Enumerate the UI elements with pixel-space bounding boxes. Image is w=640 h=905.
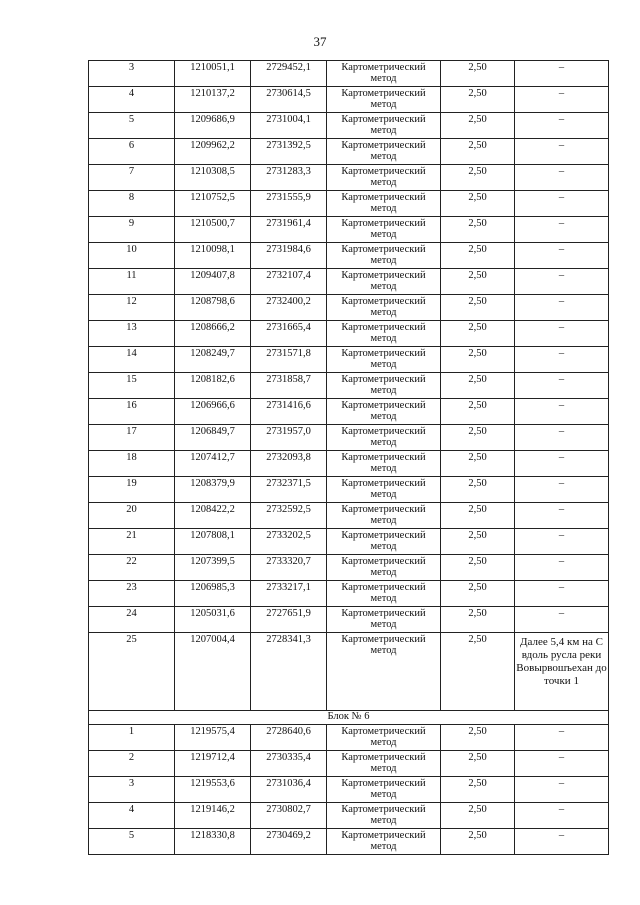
table-row bbox=[89, 113, 609, 139]
point-number-cell: 8 bbox=[89, 191, 175, 217]
error-cell: 2,50 bbox=[441, 373, 515, 399]
method-cell bbox=[327, 555, 441, 581]
error-cell: 2,50 bbox=[441, 751, 515, 777]
error-cell: 2,50 bbox=[441, 555, 515, 581]
method-line: Картометрический bbox=[341, 452, 426, 463]
x-coordinate-cell: 1209407,8 bbox=[175, 269, 251, 295]
method-cell bbox=[327, 87, 441, 113]
method-line: Картометрический bbox=[341, 804, 426, 815]
x-coordinate-cell: 1210137,2 bbox=[175, 87, 251, 113]
error-cell: 2,50 bbox=[441, 217, 515, 243]
table-row bbox=[89, 269, 609, 295]
error-cell: 2,50 bbox=[441, 477, 515, 503]
block-title: Блок № 6 bbox=[89, 711, 609, 725]
point-number-cell: 11 bbox=[89, 269, 175, 295]
description-cell: – bbox=[515, 191, 609, 217]
method-line: метод bbox=[370, 645, 397, 656]
rows-block bbox=[89, 725, 609, 855]
method-line: Картометрический bbox=[341, 218, 426, 229]
y-coordinate-cell: 2732592,5 bbox=[251, 503, 327, 529]
y-coordinate-cell: 2730802,7 bbox=[251, 803, 327, 829]
method-line: метод bbox=[370, 385, 397, 396]
x-coordinate-cell: 1206966,6 bbox=[175, 399, 251, 425]
method-line: метод bbox=[370, 333, 397, 344]
y-coordinate-cell: 2730335,4 bbox=[251, 751, 327, 777]
x-coordinate-cell: 1218330,8 bbox=[175, 829, 251, 855]
method-cell bbox=[327, 139, 441, 165]
table-row bbox=[89, 607, 609, 633]
description-cell: – bbox=[515, 165, 609, 191]
method-line: метод bbox=[370, 789, 397, 800]
x-coordinate-cell: 1209962,2 bbox=[175, 139, 251, 165]
error-cell: 2,50 bbox=[441, 607, 515, 633]
x-coordinate-cell: 1207412,7 bbox=[175, 451, 251, 477]
y-coordinate-cell: 2731004,1 bbox=[251, 113, 327, 139]
error-cell: 2,50 bbox=[441, 269, 515, 295]
y-coordinate-cell: 2731392,5 bbox=[251, 139, 327, 165]
method-cell bbox=[327, 295, 441, 321]
table-row bbox=[89, 633, 609, 711]
x-coordinate-cell: 1208249,7 bbox=[175, 347, 251, 373]
x-coordinate-cell: 1207004,4 bbox=[175, 633, 251, 711]
y-coordinate-cell: 2728640,6 bbox=[251, 725, 327, 751]
method-line: Картометрический bbox=[341, 634, 426, 645]
method-line: метод bbox=[370, 815, 397, 826]
error-cell: 2,50 bbox=[441, 425, 515, 451]
x-coordinate-cell: 1208666,2 bbox=[175, 321, 251, 347]
method-line: метод bbox=[370, 203, 397, 214]
description-cell: – bbox=[515, 529, 609, 555]
point-number-cell: 3 bbox=[89, 61, 175, 87]
table-row bbox=[89, 555, 609, 581]
point-number-cell: 23 bbox=[89, 581, 175, 607]
table-row bbox=[89, 347, 609, 373]
method-cell bbox=[327, 751, 441, 777]
error-cell: 2,50 bbox=[441, 451, 515, 477]
method-line: Картометрический bbox=[341, 88, 426, 99]
error-cell: 2,50 bbox=[441, 321, 515, 347]
table-row bbox=[89, 165, 609, 191]
coordinates-table bbox=[88, 60, 609, 855]
description-cell: – bbox=[515, 61, 609, 87]
description-cell: – bbox=[515, 425, 609, 451]
y-coordinate-cell: 2731984,6 bbox=[251, 243, 327, 269]
point-number-cell: 21 bbox=[89, 529, 175, 555]
point-number-cell: 24 bbox=[89, 607, 175, 633]
point-number-cell: 7 bbox=[89, 165, 175, 191]
y-coordinate-cell: 2731571,8 bbox=[251, 347, 327, 373]
method-cell bbox=[327, 529, 441, 555]
method-cell bbox=[327, 425, 441, 451]
method-line: метод bbox=[370, 515, 397, 526]
method-cell bbox=[327, 243, 441, 269]
point-number-cell: 19 bbox=[89, 477, 175, 503]
y-coordinate-cell: 2732371,5 bbox=[251, 477, 327, 503]
method-line: Картометрический bbox=[341, 504, 426, 515]
x-coordinate-cell: 1205031,6 bbox=[175, 607, 251, 633]
error-cell: 2,50 bbox=[441, 777, 515, 803]
method-cell bbox=[327, 803, 441, 829]
description-cell: – bbox=[515, 399, 609, 425]
method-line: метод bbox=[370, 229, 397, 240]
point-number-cell: 4 bbox=[89, 87, 175, 113]
x-coordinate-cell: 1208182,6 bbox=[175, 373, 251, 399]
point-number-cell: 9 bbox=[89, 217, 175, 243]
method-line: Картометрический bbox=[341, 478, 426, 489]
table-row bbox=[89, 477, 609, 503]
y-coordinate-cell: 2731036,4 bbox=[251, 777, 327, 803]
description-cell: – bbox=[515, 269, 609, 295]
y-coordinate-cell: 2732093,8 bbox=[251, 451, 327, 477]
method-line: Картометрический bbox=[341, 348, 426, 359]
error-cell: 2,50 bbox=[441, 113, 515, 139]
method-cell bbox=[327, 321, 441, 347]
error-cell: 2,50 bbox=[441, 295, 515, 321]
x-coordinate-cell: 1210500,7 bbox=[175, 217, 251, 243]
x-coordinate-cell: 1219575,4 bbox=[175, 725, 251, 751]
method-line: метод bbox=[370, 125, 397, 136]
description-cell: – bbox=[515, 295, 609, 321]
y-coordinate-cell: 2730469,2 bbox=[251, 829, 327, 855]
y-coordinate-cell: 2731858,7 bbox=[251, 373, 327, 399]
method-line: метод bbox=[370, 841, 397, 852]
point-number-cell: 25 bbox=[89, 633, 175, 711]
table-row bbox=[89, 777, 609, 803]
error-cell: 2,50 bbox=[441, 725, 515, 751]
description-cell: – bbox=[515, 803, 609, 829]
x-coordinate-cell: 1209686,9 bbox=[175, 113, 251, 139]
method-cell bbox=[327, 581, 441, 607]
table-row bbox=[89, 243, 609, 269]
error-cell: 2,50 bbox=[441, 61, 515, 87]
method-line: метод bbox=[370, 737, 397, 748]
table-row bbox=[89, 217, 609, 243]
point-number-cell: 3 bbox=[89, 777, 175, 803]
y-coordinate-cell: 2727651,9 bbox=[251, 607, 327, 633]
x-coordinate-cell: 1219712,4 bbox=[175, 751, 251, 777]
method-line: метод bbox=[370, 359, 397, 370]
x-coordinate-cell: 1210051,1 bbox=[175, 61, 251, 87]
x-coordinate-cell: 1207808,1 bbox=[175, 529, 251, 555]
method-line: Картометрический bbox=[341, 830, 426, 841]
method-line: Картометрический bbox=[341, 140, 426, 151]
error-cell: 2,50 bbox=[441, 399, 515, 425]
method-cell bbox=[327, 191, 441, 217]
error-cell: 2,50 bbox=[441, 633, 515, 711]
rows-top bbox=[89, 61, 609, 711]
table-row bbox=[89, 529, 609, 555]
error-cell: 2,50 bbox=[441, 139, 515, 165]
y-coordinate-cell: 2733202,5 bbox=[251, 529, 327, 555]
method-line: Картометрический bbox=[341, 166, 426, 177]
method-line: метод bbox=[370, 73, 397, 84]
description-cell: – bbox=[515, 113, 609, 139]
table-row bbox=[89, 425, 609, 451]
method-cell bbox=[327, 399, 441, 425]
method-cell bbox=[327, 269, 441, 295]
x-coordinate-cell: 1210098,1 bbox=[175, 243, 251, 269]
point-number-cell: 4 bbox=[89, 803, 175, 829]
error-cell: 2,50 bbox=[441, 165, 515, 191]
point-number-cell: 17 bbox=[89, 425, 175, 451]
point-number-cell: 5 bbox=[89, 829, 175, 855]
error-cell: 2,50 bbox=[441, 529, 515, 555]
method-line: Картометрический bbox=[341, 426, 426, 437]
y-coordinate-cell: 2733217,1 bbox=[251, 581, 327, 607]
y-coordinate-cell: 2732400,2 bbox=[251, 295, 327, 321]
method-line: Картометрический bbox=[341, 244, 426, 255]
block-section bbox=[89, 711, 609, 725]
description-cell: – bbox=[515, 373, 609, 399]
method-cell bbox=[327, 503, 441, 529]
error-cell: 2,50 bbox=[441, 243, 515, 269]
point-number-cell: 16 bbox=[89, 399, 175, 425]
table-row bbox=[89, 191, 609, 217]
method-line: метод bbox=[370, 489, 397, 500]
description-cell: – bbox=[515, 321, 609, 347]
method-line: метод bbox=[370, 281, 397, 292]
method-cell bbox=[327, 633, 441, 711]
method-line: метод bbox=[370, 763, 397, 774]
description-cell: Далее 5,4 км на С вдоль русла реки Вовырвошъехан до точки 1 bbox=[515, 633, 609, 711]
error-cell: 2,50 bbox=[441, 191, 515, 217]
description-cell: – bbox=[515, 243, 609, 269]
x-coordinate-cell: 1206849,7 bbox=[175, 425, 251, 451]
table-row bbox=[89, 503, 609, 529]
method-line: метод bbox=[370, 307, 397, 318]
error-cell: 2,50 bbox=[441, 503, 515, 529]
method-line: Картометрический bbox=[341, 374, 426, 385]
description-cell: – bbox=[515, 581, 609, 607]
table-row bbox=[89, 725, 609, 751]
point-number-cell: 15 bbox=[89, 373, 175, 399]
method-line: Картометрический bbox=[341, 608, 426, 619]
method-cell bbox=[327, 451, 441, 477]
x-coordinate-cell: 1207399,5 bbox=[175, 555, 251, 581]
method-cell bbox=[327, 373, 441, 399]
description-cell: – bbox=[515, 607, 609, 633]
y-coordinate-cell: 2731283,3 bbox=[251, 165, 327, 191]
error-cell: 2,50 bbox=[441, 803, 515, 829]
x-coordinate-cell: 1208379,9 bbox=[175, 477, 251, 503]
method-line: метод bbox=[370, 177, 397, 188]
point-number-cell: 2 bbox=[89, 751, 175, 777]
x-coordinate-cell: 1210308,5 bbox=[175, 165, 251, 191]
method-line: Картометрический bbox=[341, 778, 426, 789]
method-line: Картометрический bbox=[341, 582, 426, 593]
description-cell: – bbox=[515, 829, 609, 855]
description-cell: – bbox=[515, 503, 609, 529]
method-cell bbox=[327, 217, 441, 243]
x-coordinate-cell: 1219553,6 bbox=[175, 777, 251, 803]
error-cell: 2,50 bbox=[441, 347, 515, 373]
table-row bbox=[89, 451, 609, 477]
point-number-cell: 10 bbox=[89, 243, 175, 269]
y-coordinate-cell: 2729452,1 bbox=[251, 61, 327, 87]
table-row bbox=[89, 581, 609, 607]
y-coordinate-cell: 2728341,3 bbox=[251, 633, 327, 711]
description-cell: – bbox=[515, 751, 609, 777]
description-cell: – bbox=[515, 555, 609, 581]
method-line: метод bbox=[370, 463, 397, 474]
table-row bbox=[89, 373, 609, 399]
method-line: Картометрический bbox=[341, 62, 426, 73]
point-number-cell: 5 bbox=[89, 113, 175, 139]
method-cell bbox=[327, 61, 441, 87]
method-line: метод bbox=[370, 99, 397, 110]
table-row bbox=[89, 139, 609, 165]
x-coordinate-cell: 1206985,3 bbox=[175, 581, 251, 607]
method-cell bbox=[327, 607, 441, 633]
point-number-cell: 22 bbox=[89, 555, 175, 581]
y-coordinate-cell: 2730614,5 bbox=[251, 87, 327, 113]
y-coordinate-cell: 2731665,4 bbox=[251, 321, 327, 347]
error-cell: 2,50 bbox=[441, 829, 515, 855]
x-coordinate-cell: 1208798,6 bbox=[175, 295, 251, 321]
y-coordinate-cell: 2731555,9 bbox=[251, 191, 327, 217]
method-line: метод bbox=[370, 593, 397, 604]
method-line: Картометрический bbox=[341, 322, 426, 333]
method-line: Картометрический bbox=[341, 270, 426, 281]
method-line: метод bbox=[370, 437, 397, 448]
method-cell bbox=[327, 347, 441, 373]
description-cell: – bbox=[515, 725, 609, 751]
point-number-cell: 14 bbox=[89, 347, 175, 373]
y-coordinate-cell: 2732107,4 bbox=[251, 269, 327, 295]
table-row bbox=[89, 751, 609, 777]
y-coordinate-cell: 2733320,7 bbox=[251, 555, 327, 581]
point-number-cell: 12 bbox=[89, 295, 175, 321]
description-cell: – bbox=[515, 347, 609, 373]
table-row bbox=[89, 399, 609, 425]
method-line: метод bbox=[370, 619, 397, 630]
point-number-cell: 18 bbox=[89, 451, 175, 477]
method-line: Картометрический bbox=[341, 530, 426, 541]
method-line: Картометрический bbox=[341, 556, 426, 567]
table-row bbox=[89, 803, 609, 829]
table-row bbox=[89, 87, 609, 113]
method-line: Картометрический bbox=[341, 114, 426, 125]
method-line: Картометрический bbox=[341, 726, 426, 737]
description-cell: – bbox=[515, 477, 609, 503]
x-coordinate-cell: 1208422,2 bbox=[175, 503, 251, 529]
error-cell: 2,50 bbox=[441, 581, 515, 607]
table-row bbox=[89, 829, 609, 855]
method-line: метод bbox=[370, 151, 397, 162]
method-line: Картометрический bbox=[341, 296, 426, 307]
y-coordinate-cell: 2731961,4 bbox=[251, 217, 327, 243]
method-cell bbox=[327, 777, 441, 803]
method-line: Картометрический bbox=[341, 192, 426, 203]
block-header-row bbox=[89, 711, 609, 725]
point-number-cell: 13 bbox=[89, 321, 175, 347]
table-row bbox=[89, 295, 609, 321]
point-number-cell: 6 bbox=[89, 139, 175, 165]
point-number-cell: 1 bbox=[89, 725, 175, 751]
description-cell: – bbox=[515, 451, 609, 477]
error-cell: 2,50 bbox=[441, 87, 515, 113]
method-cell bbox=[327, 477, 441, 503]
method-cell bbox=[327, 725, 441, 751]
point-number-cell: 20 bbox=[89, 503, 175, 529]
description-cell: – bbox=[515, 87, 609, 113]
method-cell bbox=[327, 829, 441, 855]
table-row bbox=[89, 321, 609, 347]
description-cell: – bbox=[515, 139, 609, 165]
table-row bbox=[89, 61, 609, 87]
description-cell: – bbox=[515, 217, 609, 243]
method-line: метод bbox=[370, 567, 397, 578]
method-cell bbox=[327, 165, 441, 191]
method-line: метод bbox=[370, 541, 397, 552]
method-line: Картометрический bbox=[341, 752, 426, 763]
method-line: метод bbox=[370, 411, 397, 422]
x-coordinate-cell: 1210752,5 bbox=[175, 191, 251, 217]
method-line: Картометрический bbox=[341, 400, 426, 411]
y-coordinate-cell: 2731957,0 bbox=[251, 425, 327, 451]
x-coordinate-cell: 1219146,2 bbox=[175, 803, 251, 829]
page-number: 37 bbox=[313, 34, 327, 49]
description-cell: – bbox=[515, 777, 609, 803]
method-cell bbox=[327, 113, 441, 139]
y-coordinate-cell: 2731416,6 bbox=[251, 399, 327, 425]
method-line: метод bbox=[370, 255, 397, 266]
